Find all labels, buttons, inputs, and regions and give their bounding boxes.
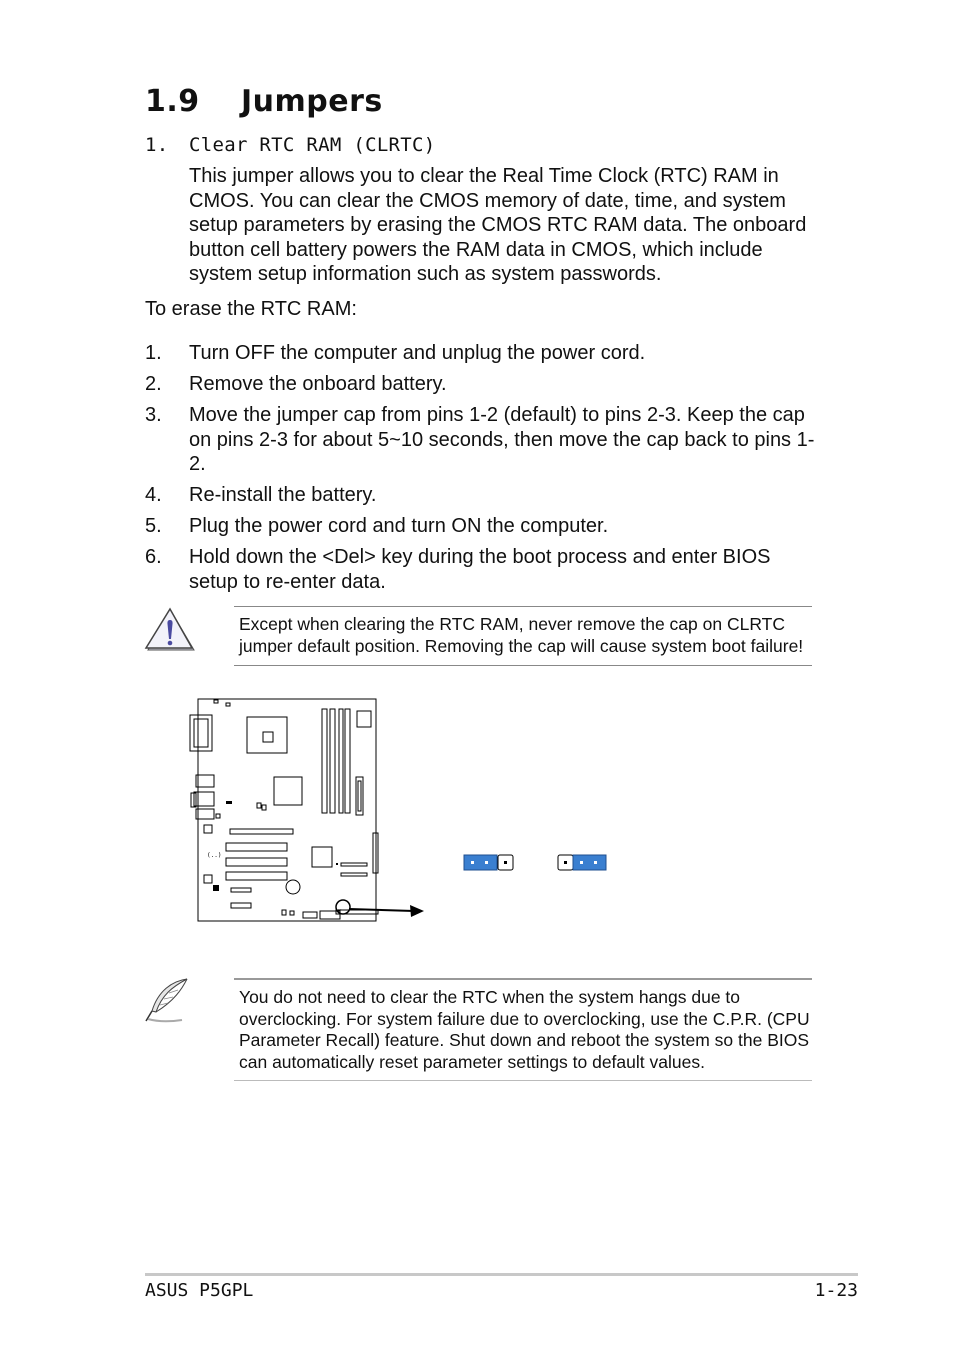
steps-list — [145, 341, 815, 601]
intro-paragraph: This jumper allows you to clear the Real Time Clock (RTC) RAM in CMOS. You can clear the CMOS memory of date, time, and system setup parameters by erasing the CMOS RTC RAM data. The onboard button cell battery powers the RAM data in CMOS, which include system setup information such as system passwords. — [189, 165, 807, 285]
page-number: 1-23 — [814, 1280, 858, 1301]
warning-triangle-icon — [143, 606, 197, 654]
cpu-socket — [247, 717, 287, 753]
caution-bottom-rule — [234, 665, 812, 666]
list-item: 1. Turn OFF the computer and unplug the power cord. — [145, 342, 646, 364]
note-text: You do not need to clear the RTC when the system hangs due to overclocking. For system failure due to overclocking, use the C.P.R. (CPU Parameter Recall) feature. Shut down and reboot the system so the BIOS can automatically reset parameter settings to default values. — [239, 987, 810, 1072]
list-item: 3. Move the jumper cap from pins 1-2 (default) to pins 2-3. Keep the cap on pins 2-3 for about 5~10 seconds, then move the cap back to pins 1-2. — [145, 404, 815, 475]
steps-lead: To erase the RTC RAM: — [145, 298, 357, 320]
section-number: 1.9 — [145, 84, 200, 119]
pointer-arrow-line — [349, 909, 414, 911]
jumper-setting-default — [464, 855, 513, 870]
jumper-setting-clear — [558, 855, 606, 870]
pointer-arrowhead — [410, 905, 424, 917]
footer-rule — [145, 1273, 858, 1276]
list-item: 2. Remove the onboard battery. — [145, 373, 447, 395]
svg-text:..: .. — [338, 905, 342, 912]
feather-pen-icon — [142, 975, 192, 1025]
list-item: 5. Plug the power cord and turn ON the computer. — [145, 515, 609, 537]
caution-text: Except when clearing the RTC RAM, never remove the cap on CLRTC jumper default position. Removing the cap will cause system boot failure! — [239, 614, 804, 656]
subsection-heading: Clear RTC RAM (CLRTC) — [189, 134, 436, 156]
subsection-title — [145, 134, 436, 156]
svg-text:(..): (..) — [207, 852, 222, 859]
section-heading: Jumpers — [241, 84, 383, 119]
note-top-rule — [234, 978, 812, 980]
section-title — [145, 84, 383, 119]
note-bottom-rule — [234, 1080, 812, 1081]
caution-top-rule — [234, 606, 812, 607]
motherboard-layout-diagram — [186, 695, 616, 927]
subsection-number: 1. — [145, 134, 169, 156]
footer-product: ASUS P5GPL — [145, 1280, 254, 1301]
list-item: 4. Re-install the battery. — [145, 484, 377, 506]
list-item: 6. Hold down the <Del> key during the boot process and enter BIOS setup to re-enter data. — [145, 546, 771, 593]
